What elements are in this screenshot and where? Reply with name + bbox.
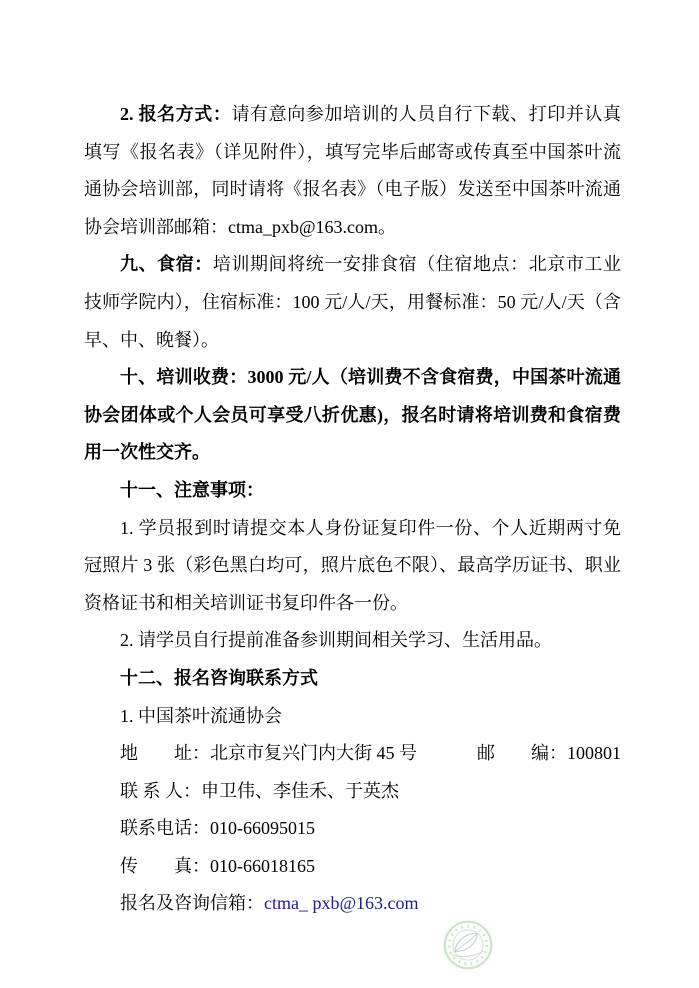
- contact-fax-value: 010-66018165: [210, 855, 315, 876]
- contact-fax-label: 传 真：: [120, 855, 210, 876]
- heading-notes-text: 十一、注意事项：: [120, 479, 264, 500]
- document-body: [84, 96, 621, 923]
- contact-person-value: 申卫伟、李佳禾、于英杰: [201, 780, 399, 801]
- para-note-1: [84, 510, 621, 623]
- contact-phone-label: 联系电话：: [120, 818, 210, 839]
- para-note-1-text: 1. 学员报到时请提交本人身份证复印件一份、个人近期两寸免冠照片 3 张（彩色黑白均可，照片底色不限）、最高学历证书、职业资格证书和相关培训证书复印件各一份。: [84, 517, 621, 613]
- para-accommodation: [84, 246, 621, 359]
- contact-address-label: 地 址：: [120, 743, 210, 764]
- contact-email-line: [84, 885, 621, 923]
- para-accommodation-text: 培训期间将统一安排食宿（住宿地点：北京市工业技师学院内），住宿标准：100 元/人/天，用餐标准：50 元/人/天（含早、中、晚餐）。: [84, 254, 622, 350]
- contact-person-label: 联 系 人：: [120, 780, 201, 801]
- contact-address-line: [84, 735, 621, 773]
- heading-contact: [84, 660, 621, 698]
- contact-person-line: [84, 773, 621, 811]
- para-training-fee-text: 3000 元/人（培训费不含食宿费，中国茶叶流通协会团体或个人会员可享受八折优惠)，报名时请将培训费和食宿费用一次性交齐。: [84, 367, 622, 463]
- contact-postal-label: 邮 编：: [477, 743, 567, 764]
- para-training-fee-lead: 十、培训收费：: [120, 367, 248, 388]
- contact-email-label: 报名及咨询信箱：: [120, 893, 264, 914]
- heading-contact-text: 十二、报名咨询联系方式: [120, 667, 318, 688]
- para-note-2-text: 2. 请学员自行提前准备参训期间相关学习、生活用品。: [120, 630, 552, 651]
- contact-fax-line: [84, 848, 621, 886]
- para-registration-method-text: 请有意向参加培训的人员自行下载、打印并认真填写《报名表》（详见附件），填写完毕后邮寄或传真至中国茶叶流通协会培训部，同时请将《报名表》（电子版）发送至中国茶叶流通协会培训部邮箱：ctma_pxb@163.com。: [84, 104, 622, 237]
- para-org-name: [84, 698, 621, 736]
- contact-postal: [477, 735, 621, 773]
- contact-address: [120, 735, 417, 773]
- contact-postal-value: 100801: [567, 743, 621, 764]
- para-accommodation-lead: 九、食宿：: [120, 254, 213, 275]
- para-note-2: [84, 622, 621, 660]
- para-registration-method: [84, 96, 621, 246]
- leaf-seal-icon: [443, 920, 493, 970]
- para-training-fee: [84, 359, 621, 472]
- contact-phone-line: [84, 810, 621, 848]
- para-registration-method-lead: 2. 报名方式：: [120, 104, 232, 124]
- heading-notes: [84, 472, 621, 510]
- contact-phone-value: 010-66095015: [210, 818, 315, 839]
- contact-address-value: 北京市复兴门内大街 45 号: [210, 743, 417, 764]
- para-org-name-text: 1. 中国茶叶流通协会: [120, 705, 282, 726]
- email-link[interactable]: ctma_ pxb@163.com: [264, 893, 419, 914]
